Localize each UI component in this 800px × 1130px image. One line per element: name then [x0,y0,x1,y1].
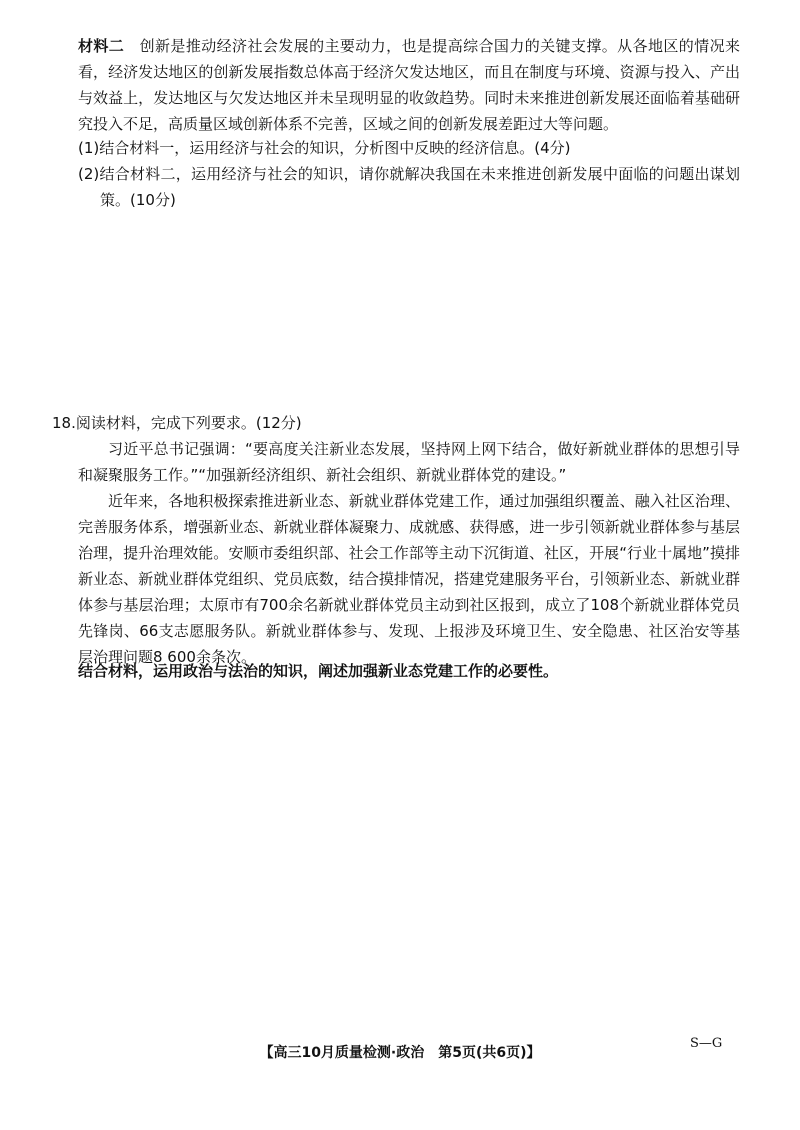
question-18-quote: 习近平总书记强调：“要高度关注新业态发展，坚持网上网下结合，做好新就业群体的思想引导和凝聚服务工作。”“加强新经济组织、新社会组织、新就业群体党的建设。” [78,440,740,484]
material-two-text: 创新是推动经济社会发展的主要动力，也是提高综合国力的关键支撑。从各地区的情况来看，经济发达地区的创新发展指数总体高于经济欠发达地区，而且在制度与环境、资源与投入、产出与效益上，发达地区与欠发达地区并未呈现明显的收敛趋势。同时未来推进创新发展还面临着基础研究投入不足，高质量区域创新体系不完善，区域之间的创新发展差距过大等问题。 [78,37,740,133]
page-footer: 【高三10月质量检测·政治 第5页(共6页)】 [259,1045,541,1061]
question-18-task: 结合材料，运用政治与法治的知识，阐述加强新业态党建工作的必要性。 [78,662,559,680]
question-18-heading: 18.阅读材料，完成下列要求。(12分) [52,414,302,432]
question-2: (2)结合材料二，运用经济与社会的知识，请你就解决我国在未来推进创新发展中面临的问题出谋划策。(10分) [78,165,740,209]
question-18-material: 近年来，各地积极探索推进新业态、新就业群体党建工作，通过加强组织覆盖、融入社区治理、完善服务体系，增强新业态、新就业群体凝聚力、成就感、获得感，进一步引领新就业群体参与基层治理，提升治理效能。安顺市委组织部、社会工作部等主动下沉街道、社区，开展“行业十属地”摸排新业态、新就业群体党组织、党员底数，结合摸排情况，搭建党建服务平台，引领新业态、新就业群体参与基层治理；太原市有700余名新就业群体党员主动到社区报到，成立了108个新就业群体党员先锋岗、66支志愿服务队。新就业群体参与、发现、上报涉及环境卫生、安全隐患、社区治安等基层治理问题8 600余条次。 [78,492,740,666]
material-two-label: 材料二 [78,37,125,55]
material-two-paragraph [78,33,740,137]
question-1: (1)结合材料一，运用经济与社会的知识，分析图中反映的经济信息。(4分) [78,139,571,157]
paper-code: S—G [690,1036,723,1051]
